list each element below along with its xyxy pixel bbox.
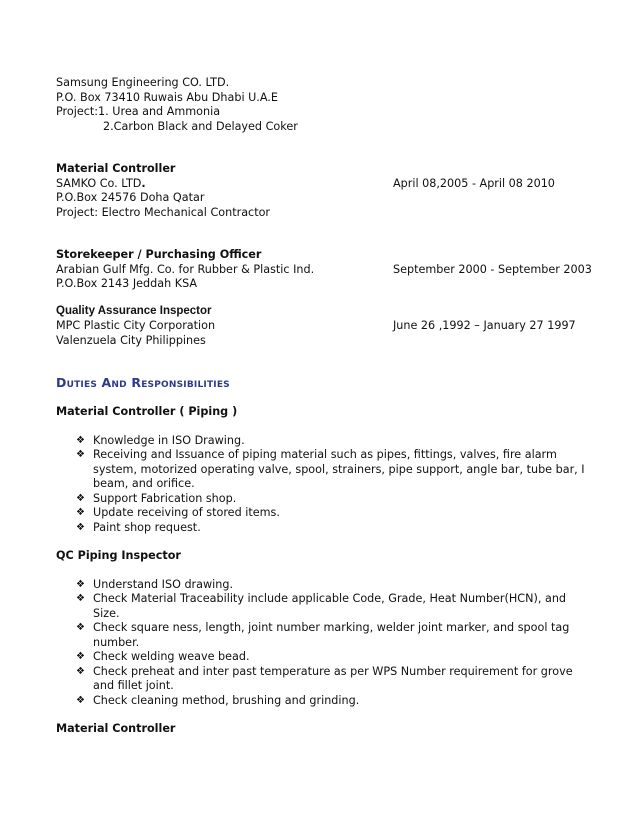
employment-dates: April 08,2005 - April 08 2010 xyxy=(393,176,555,190)
bullet-icon: ❖ xyxy=(76,665,85,677)
list-item: ❖ Paint shop request. xyxy=(76,520,201,534)
employment-dates: September 2000 - September 2003 xyxy=(393,262,592,276)
company-line xyxy=(56,263,596,278)
job-title: Storekeeper / Purchasing Officer xyxy=(56,248,262,261)
duty-title: Material Controller ( Piping ) xyxy=(56,405,238,418)
section-heading: Duties And Responsibilities xyxy=(56,375,230,390)
list-item: ❖ Check square ness, length, joint number marking, welder joint marker, and spool tag number. xyxy=(76,621,570,649)
bullet-icon: ❖ xyxy=(76,578,85,590)
list-item: ❖ Check cleaning method, brushing and grinding. xyxy=(76,693,360,707)
job-title: Material Controller xyxy=(56,162,176,175)
company-line xyxy=(56,319,596,334)
company-name-dot: . xyxy=(141,176,146,190)
employment-dates: June 26 ,1992 – January 27 1997 xyxy=(393,319,576,332)
company-line xyxy=(56,177,596,192)
job-title: Quality Assurance Inspector xyxy=(56,305,212,317)
duty-title: Material Controller xyxy=(56,722,176,735)
bullet-icon: ❖ xyxy=(76,694,85,706)
company-address: P.O.Box 2143 Jeddah KSA xyxy=(56,277,198,290)
project-line: Project:1. Urea and Ammonia xyxy=(56,105,221,118)
list-item: ❖ Knowledge in ISO Drawing. xyxy=(76,433,245,447)
project-line: Project: Electro Mechanical Contractor xyxy=(56,205,271,219)
bullet-icon: ❖ xyxy=(76,507,85,518)
list-item: ❖ Support Fabrication shop. xyxy=(76,491,237,505)
company-address: P.O.Box 24576 Doha Qatar xyxy=(56,191,205,204)
duty-list xyxy=(56,578,596,709)
bullet-icon: ❖ xyxy=(76,651,85,662)
project-line-2: 2.Carbon Black and Delayed Coker xyxy=(103,119,298,133)
company-name: SAMKO Co. LTD xyxy=(56,176,142,190)
bullet-icon: ❖ xyxy=(76,434,85,446)
bullet-icon: ❖ xyxy=(76,593,85,604)
list-item: ❖ Understand ISO drawing. xyxy=(76,577,234,591)
duties-material-controller-piping xyxy=(56,405,596,535)
duty-title: QC Piping Inspector xyxy=(56,549,181,562)
job-storekeeper xyxy=(56,248,596,292)
company-name: MPC Plastic City Corporation xyxy=(56,319,216,332)
bullet-icon: ❖ xyxy=(76,622,85,633)
bullet-icon: ❖ xyxy=(76,521,85,533)
list-item: ❖ Check preheat and inter past temperature as per WPS Number requirement for grove and fillet joint. xyxy=(76,664,573,692)
list-item: ❖ Check Material Traceability include applicable Code, Grade, Heat Number(HCN), and Size. xyxy=(76,592,567,620)
list-item: ❖ Update receiving of stored items. xyxy=(76,506,280,519)
bullet-icon: ❖ xyxy=(76,449,85,460)
list-item: ❖ Receiving and Issuance of piping material such as pipes, fittings, valves, fire alarm system, motorized operating valve, spool, strainers, pipe support, angle bar, tube bar, I beam, and orifice. xyxy=(76,448,585,490)
company-address: P.O. Box 73410 Ruwais Abu Dhabi U.A.E xyxy=(56,90,278,104)
job-material-controller xyxy=(56,162,596,220)
employer-samsung xyxy=(56,76,596,134)
duties-qc-piping-inspector xyxy=(56,549,596,708)
list-item: ❖ Check welding weave bead. xyxy=(76,650,250,663)
duties-section xyxy=(56,376,596,391)
bullet-icon: ❖ xyxy=(76,492,85,504)
company-name: Arabian Gulf Mfg. Co. for Rubber & Plastic Ind. xyxy=(56,262,315,276)
company-address: Valenzuela City Philippines xyxy=(56,333,206,347)
duty-list xyxy=(56,434,596,536)
company-name: Samsung Engineering CO. LTD. xyxy=(56,76,230,89)
job-quality-assurance xyxy=(56,303,596,348)
duties-material-controller xyxy=(56,722,596,737)
